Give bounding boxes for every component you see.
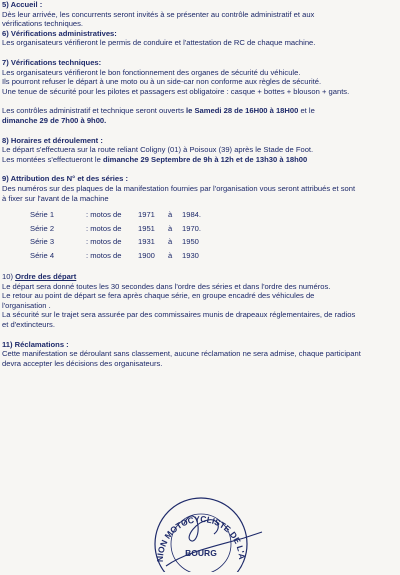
paragraph-line: Une tenue de sécurité pour les pilotes et passagers est obligatoire : casque + bottes + blouson + gants.: [2, 86, 350, 96]
series-list: [30, 208, 398, 262]
paragraph-line: [2, 155, 398, 165]
paragraph-line: devra accepter les décisions des organisateurs.: [2, 358, 163, 368]
series-desc: : motos de: [86, 223, 122, 233]
series-to: 1984.: [182, 210, 202, 220]
paragraph-line: Des numéros sur des plaques de la manifestation fournies par l'organisation vous seront attribués et sont: [2, 183, 356, 193]
text-span: Les contrôles administratif et technique seront ouverts: [2, 106, 187, 116]
paragraph-line: Les organisateurs vérifieront le permis de conduire et l'attestation de RC de chaque machine.: [2, 38, 316, 48]
paragraph-line: Le départ s'effectuera sur la route reliant Coligny (01) à Poisoux (39) après le Stade de Foot.: [2, 145, 314, 155]
section-title-text: Ordre des départ: [15, 272, 77, 282]
series-to: 1950: [182, 237, 199, 247]
series-label: Série 1: [30, 210, 55, 220]
series-desc: : motos de: [86, 210, 122, 220]
paragraph-line: Cette manifestation se déroulant sans classement, aucune réclamation ne sera admise, chaque participant: [2, 349, 361, 359]
text-span: Les montées s'effectueront le: [2, 154, 103, 164]
section-number: 10): [2, 272, 16, 282]
series-sep: à: [168, 237, 173, 247]
series-from: 1931: [138, 237, 155, 247]
text-span: et le: [298, 106, 315, 116]
section-title: 11) Réclamations :: [2, 339, 69, 349]
section-title: [2, 272, 398, 282]
series-row: [30, 222, 398, 236]
paragraph-line: vérifications techniques.: [2, 19, 84, 29]
series-from: 1951: [138, 223, 155, 233]
series-to: 1930: [182, 250, 199, 260]
bold-text: dimanche 29 Septembre de 9h à 12h et de 13h30 à 18h00: [102, 154, 308, 164]
series-from: 1900: [138, 250, 155, 260]
series-row: [30, 235, 398, 249]
stamp-center-text: BOURG: [185, 548, 217, 558]
stamp-arc-text: NION MOTOCYCLISTE DE L'A: [154, 513, 248, 563]
paragraph-line: La sécurité sur le trajet sera assurée par des commissaires munis de drapeaux réglementaires, de radios: [2, 310, 356, 320]
series-label: Série 4: [30, 250, 55, 260]
bold-text: le Samedi 28 de 16H00 à 18H00: [186, 106, 299, 116]
paragraph-line: l'organisation .: [2, 300, 51, 310]
section-horaires: [2, 136, 398, 165]
series-label: Série 2: [30, 223, 55, 233]
section-title: 8) Horaires et déroulement :: [2, 135, 103, 145]
paragraph-line: [2, 106, 398, 116]
section-attribution: [2, 174, 398, 262]
section-verifications-administratives: [2, 29, 398, 48]
series-row: [30, 249, 398, 263]
paragraph-line: Ils pourront refuser le départ à une moto ou à un side-car non conforme aux règles de sécurité.: [2, 77, 322, 87]
stamp-seal: [126, 474, 276, 572]
section-title: 7) Vérifications techniques:: [2, 57, 102, 67]
series-row: [30, 208, 398, 222]
paragraph-line: et d'extincteurs.: [2, 320, 55, 330]
series-desc: : motos de: [86, 250, 122, 260]
series-to: 1970.: [182, 223, 202, 233]
paragraph-line: Les organisateurs vérifieront le bon fonctionnement des organes de sécurité du véhicule.: [2, 67, 301, 77]
paragraph-line: Dès leur arrivée, les concurrents seront invités à se présenter au contrôle administratif et aux: [2, 9, 315, 19]
paragraph-line: Le départ sera donné toutes les 30 secondes dans l'ordre des séries et dans l'ordre des numéros.: [2, 281, 331, 291]
organisation-stamp: [126, 474, 276, 572]
document-page: [2, 0, 398, 368]
section-ordre-des-depart: [2, 272, 398, 330]
section-accueil: [2, 0, 398, 29]
bold-text: dimanche 29 de 7h00 à 9h00.: [2, 115, 107, 125]
series-sep: à: [168, 210, 173, 220]
section-title: 6) Vérifications administratives:: [2, 28, 117, 38]
section-title: 9) Attribution des N° et des séries :: [2, 174, 128, 184]
paragraph-line: Le retour au point de départ se fera après chaque série, en groupe encadré des véhicules de: [2, 291, 315, 301]
series-desc: : motos de: [86, 237, 122, 247]
section-reclamations: [2, 340, 398, 369]
series-label: Série 3: [30, 237, 55, 247]
section-verifications-techniques: [2, 58, 398, 126]
series-sep: à: [168, 250, 173, 260]
paragraph-line: à fixer sur l'avant de la machine: [2, 193, 109, 203]
series-from: 1971: [138, 210, 155, 220]
series-sep: à: [168, 223, 173, 233]
section-title: 5) Accueil :: [2, 0, 43, 9]
